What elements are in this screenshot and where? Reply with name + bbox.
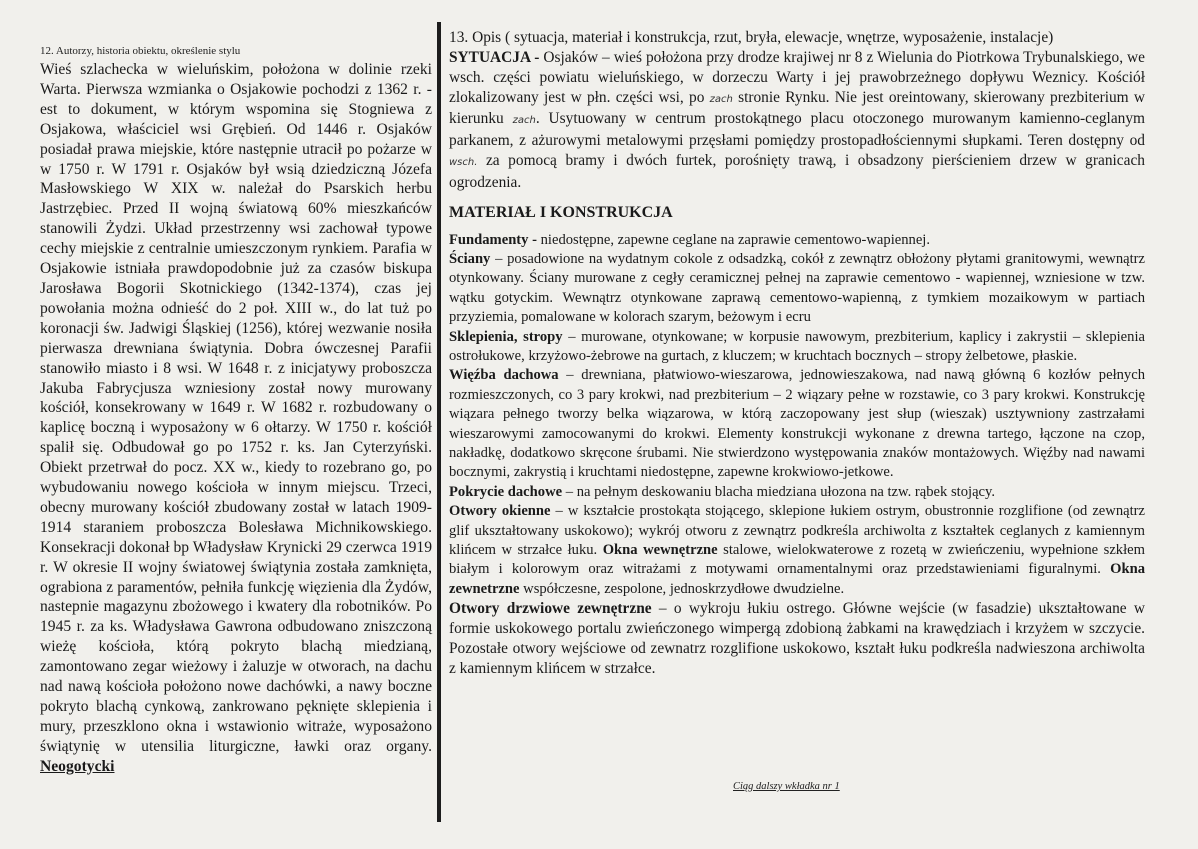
roof-truss-paragraph [449,366,1145,482]
description-header: 13. Opis ( sytuacja, materiał i konstrukcja, rzut, bryła, elewacje, wnętrze, wyposażenie, instalacje) [449,29,1054,46]
walls-label: Ściany [449,250,491,267]
situation-label: SYTUACJA - [449,49,540,66]
roof-truss-text: – drewniana, płatwiowo-wieszarowa, jednowieszakowa, nad nawą główną 6 kozłów pełnych rozmieszczonych, co 3 pary krokwi, nad prezbiterium – 2 wiązary pełne w rozstawie, co 3 pary krokwi. Konstrukcję wiązara pełnego tworzy belka wiązarowa, w którą zaczopowany jest słup (wieszak) usztywniony zastrzałami wieszarowymi zamocowanymi do krokwi. Elementy konstrukcji wykonane z drewna tartego, łączone na czop, nakładkę, dodatkowo skręcone śrubami. Nie stwierdzono występowania znaków montażowych. Więźby nad nawami bocznymi, zakrystią i kruchtami niedostępne, zapewne krokwiowo-jetkowe. [449,367,1145,481]
handwritten-note-3: wsch. [449,156,478,168]
walls-text: – posadowione na wydatnym cokole z odsadzką, cokół z zewnątrz obłożony płytami granitowymi, wewnątrz otynkowany. Ściany murowane z cegły ceramicznej pełnej na zaprawie cementowo - wapiennej, wzniesione w tzw. wątku gotyckim. Wewnątrz otynkowane zaprawą cementowo-wapienną, z tymkiem mozaikowym w partiach przyziemia, pomalowane w kolorach szarym, beżowym i ecru [449,250,1145,326]
windows-inner-label: Okna wewnętrzne [602,542,718,559]
style-label: Neogotycki [40,757,115,775]
walls-paragraph [449,250,1145,328]
handwritten-note-1: zach [709,93,733,105]
windows-text-2: stalowe, wielokwaterowe z rozetą w zwieńczeniu, wypełnione szkłem białym i kolorowym oraz witrażami z motywami ornamentalnymi oraz przedstawieniami figuralnymi. [449,542,1145,578]
roofing-text: – na pełnym deskowaniu blacha miedziana ułozona na tzw. rąbek stojący. [562,483,996,500]
foundations-text: niedostępne, zapewne ceglane na zaprawie cementowo-wapiennej. [536,231,931,248]
situation-text-1: Osjaków – wieś położona przy drodze krajiwej nr 8 z Wielunia do Piotrkowa Trybunalskiego, we wsch. części powiatu wieluńskiego, w dorzeczu Warty i jej prawobrzeżnego dopływu Weznicy. Kościół zlokalizowany jest w płn. części wsi, po [449,49,1145,106]
windows-outer-label: Okna zewnetrzne [449,561,1145,597]
history-column [40,44,432,777]
situation-text-2: stronie Rynku. Nie jest oreintowany, skierowany prezbiterium w kierunku [449,88,1146,128]
roof-truss-label: Więźba dachowa [449,367,559,384]
history-header: 12. Autorzy, historia obiektu, określenie stylu [40,45,241,57]
windows-label: Otwory okienne [449,503,551,520]
section-title: MATERIAŁ I KONSTRUKCJA [449,203,673,221]
handwritten-note-2: zach [512,115,536,127]
windows-paragraph [449,502,1145,599]
vaults-text: – murowane, otynkowane; w korpusie nawowym, prezbiterium, kaplicy i zakrystii – sklepienia ostrołukowe, krzyżowo-żebrowe na gurtach, z kluczem; w kruchtach bocznych – stropy żelbetowe, płaskie. [449,328,1145,365]
vaults-label: Sklepienia, stropy [449,328,563,345]
doors-label: Otwory drzwiowe zewnętrzne [449,600,652,618]
history-text [40,60,432,777]
doors-text: – o wykroju łukiu ostrego. Główne wejście (w fasadzie) ukształtowane w formie uskokowego portalu zwieńczonego wimpergą zdobioną żabkami na krawędziach i krzyżem w szczycie. Pozostałe otwory wejściowe od zewnatrz rozglifione uskokowo, kształt łuku podkreśla nadwieszona archiwolta z kamiennym klińcem w strzałce. [449,600,1146,677]
windows-text-1: – w kształcie prostokąta stojącego, sklepione łukiem ostrym, obustronnie rozglifione (od zewnątrz glif ukształtowany uskokowo); wykrój otworu z zewnątrz podkreśla archiwolta z kształtek ceglanych z kamiennym klińcem w strzałce łuku. [449,503,1145,559]
situation-text-3: . Usytuowany w centrum prostokątnego placu otoczonego murowanym kamienno-ceglanym parkanem, z ażurowymi metalowymi przęsłami pomiędzy prostopadłościennymi słupkami. Teren dostępny od [449,110,1146,150]
column-divider [437,22,441,822]
foundations-paragraph [449,231,1145,250]
situation-text-4: za pomocą bramy i dwóch furtek, porośnięty trawą, i obsadzony pierścieniem drzew w granicach ogrodzenia. [449,151,1145,191]
situation-paragraph [449,48,1145,193]
roofing-paragraph [449,483,1145,502]
roofing-label: Pokrycie dachowe [449,483,563,500]
doors-paragraph [449,599,1145,678]
continuation-note: Ciąg dalszy wkładka nr 1 [733,781,840,792]
description-column [449,28,1145,678]
foundations-label: Fundamenty - [449,231,537,248]
history-body: Wieś szlachecka w wieluńskim, położona w dolinie rzeki Warta. Pierwsza wzmianka o Osjakowie pochodzi z 1362 r. - est to dokument, w którym wspomina się Stogniewa z Osjakowa, właściciel wsi Grębień. Od 1446 r. Osjaków posiadał prawa miejskie, które następnie utracił po pożarze w w 1750 r. W 1791 r. Osjaków był wsią dziedziczną Józefa Masłowskiego W XIX w. należał do Psarskich herbu Jastrzębiec. Przed II wojną światową 60% mieszkańców stanowili Żydzi. Układ przestrzenny wsi zachował typowe cechy miejskie z centralnie umieszczonym rynkiem. Parafia w Osjakowie istniała prawdopodobnie już za czasów biskupa Jarosława Bogorii Skotnickiego (1342-1374), czas jej powołania można odnieść do 2 poł. XIII w., do lat tuż po koronacji św. Jadwigi Śląskiej (1256), której wezwanie nosiła pierwasza drewniana świątynia. Dobra ówczesnej Parafii stanowiło miasto i 8 wsi. W 1648 r. z inicjatywy proboszcza Jakuba Fabrycjusza wzniesiony został nowy murowany kościół, konsekrowany w 1649 r. W 1682 r. rozbudowany o kaplicę boczną i wyposażony w 6 ołtarzy. W 1750 r. kościół spalił się. Odbudował go po 1752 r. ks. Jan Cyterzyński. Obiekt przetrwał do pocz. XX w., kiedy to rozebrano go, po wybudowaniu nowego kościoła w innym miejscu. Trzeci, obecny murowany kościół zbudowany został w latach 1909-1914 staraniem proboszcza Bolesława Michnikowskiego. Konsekracji dokonał bp Władysław Krynicki 29 czerwca 1919 r. W okresie II wojny światowej świątynia została zamknięta, ograbiona z paramentów, pełniła funkcję więzienia dla Żydów, nastepnie magazynu zbożowego i kwatery dla robotników. Po 1945 r. za ks. Władysława Gawrona odbudowano zniszczoną wieżę kościoła, którą pokryto blachą miedzianą, zamontowano zegar wieżowy i żaluzje w otworach, na dachu nad nawą kościoła położono nowe dachówki, a nawy boczne pokryto blachą cynkową, zankrowano pęknięte sklepienia i mury, przeszklono okna i wstawionio witraże, wyposażono świątynię w utensilia liturgiczne, ławki oraz organy. [40,61,432,755]
windows-text-3: współczesne, zespolone, jednoskrzydłowe dwudzielne. [519,580,845,597]
vaults-paragraph [449,328,1145,367]
